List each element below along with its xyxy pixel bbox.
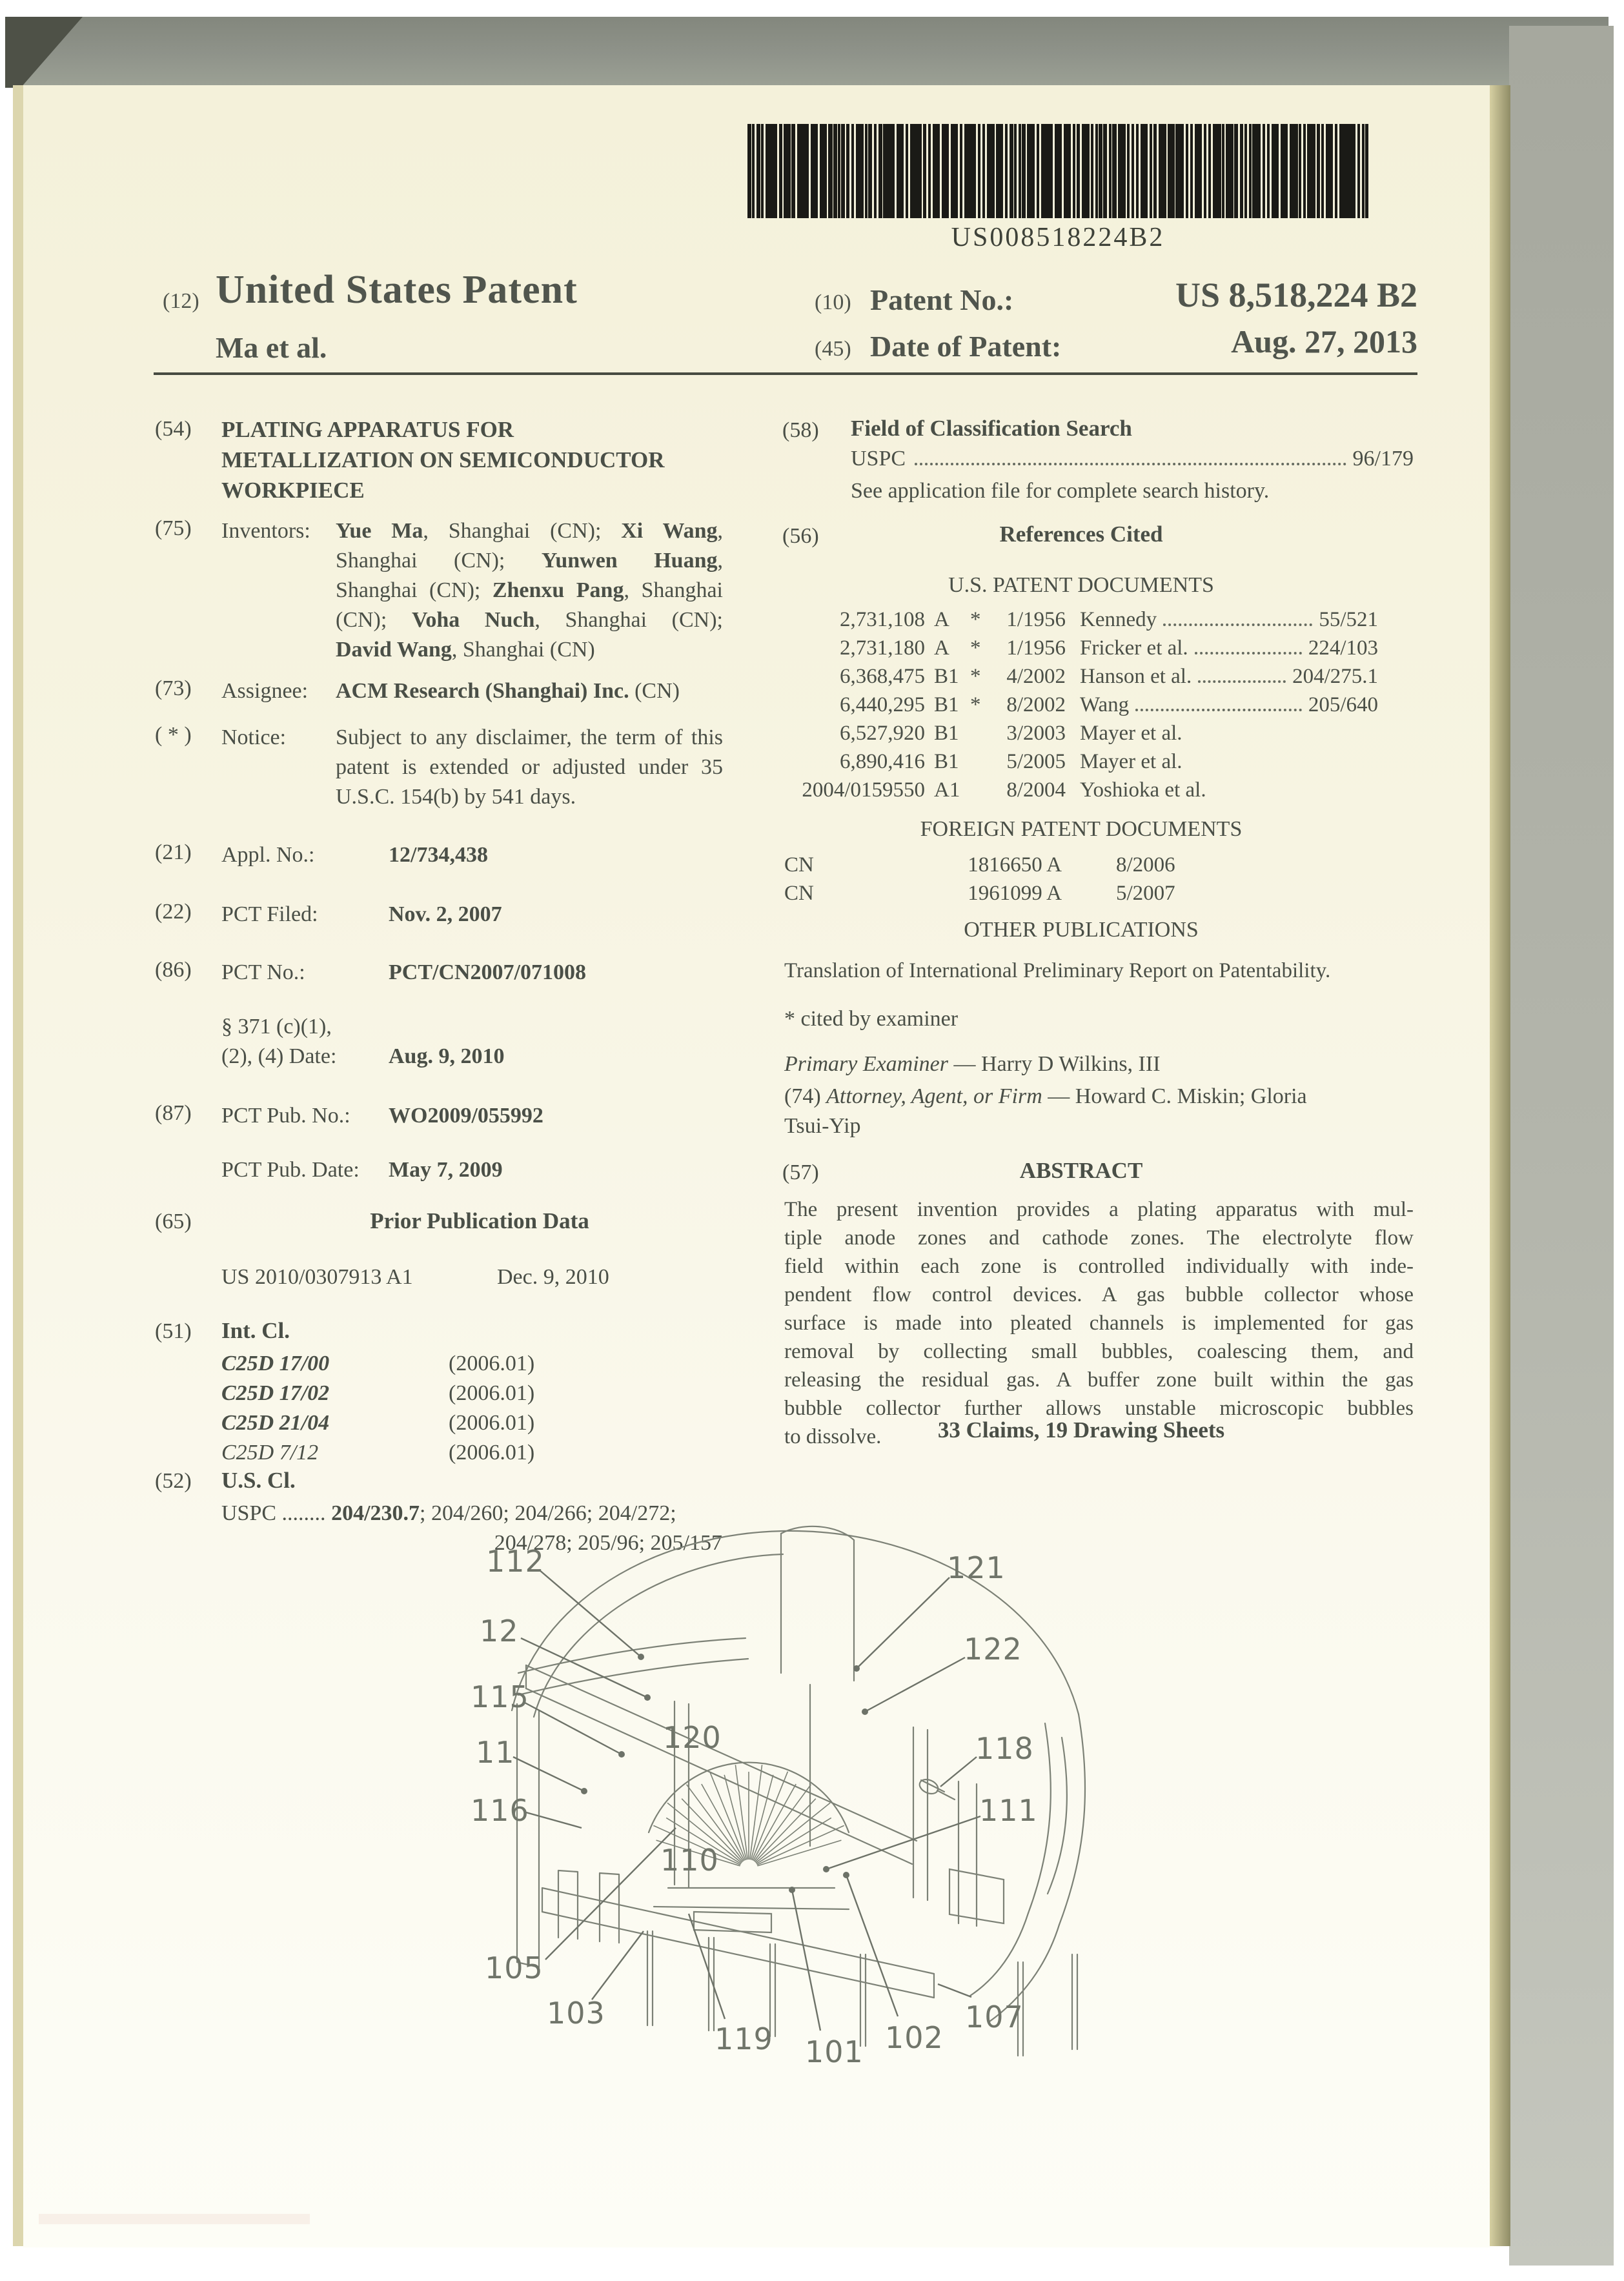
- uspc-class-value: 96/179: [1352, 447, 1414, 471]
- appl-no-value: 12/734,438: [389, 843, 488, 867]
- int-cl-version: (2006.01): [449, 1381, 535, 1405]
- us-patent-row: [784, 605, 1378, 634]
- attorney-line-1: (74) Attorney, Agent, or Firm — Howard C. Miskin; Gloria: [784, 1084, 1307, 1108]
- prior-publication-number: US 2010/0307913 A1: [221, 1265, 413, 1289]
- patent-number: 2,731,180: [840, 636, 925, 660]
- foreign-patent-row: [784, 879, 1378, 907]
- scan-smudge: [39, 2214, 310, 2224]
- references-cited-heading: References Cited: [999, 522, 1163, 547]
- scan-page-edge-left: [13, 85, 23, 2246]
- other-publications-heading: OTHER PUBLICATIONS: [964, 918, 1199, 942]
- field-number-12: (12): [163, 289, 199, 313]
- foreign-patent-documents-table: [784, 851, 1378, 907]
- abstract-line: to dissolve.: [784, 1425, 882, 1448]
- us-patent-row: [784, 747, 1378, 776]
- figure-leader-105: [545, 1828, 676, 1960]
- figure-leader-102: [846, 1875, 898, 2016]
- figure-leader-dot-122: [862, 1708, 868, 1715]
- int-cl-code: C25D 21/04: [221, 1411, 330, 1435]
- inventors-label: Inventors:: [221, 519, 310, 543]
- inventors-line: David Wang, Shanghai (CN): [336, 638, 595, 662]
- abstract-line: removal by collecting small bubbles, coalescing them, and: [784, 1340, 1414, 1363]
- figure-ref-120: 120: [663, 1720, 722, 1755]
- notice-label: Notice:: [221, 725, 287, 749]
- country-code: CN: [784, 853, 814, 877]
- figure-ref-119: 119: [715, 2022, 773, 2056]
- pct-pub-no-label: PCT Pub. No.:: [221, 1104, 350, 1128]
- fan-spoke: [750, 1765, 762, 1860]
- fan-spoke: [757, 1840, 841, 1866]
- pct-filed-value: Nov. 2, 2007: [389, 902, 502, 926]
- patent-kind-code: A1: [934, 778, 960, 802]
- patentee-name: Mayer et al.: [1080, 750, 1182, 773]
- figure-ref-107: 107: [965, 2000, 1024, 2034]
- abstract-text: [784, 1195, 1414, 1451]
- primary-examiner-line: Primary Examiner — Harry D Wilkins, III: [784, 1052, 1161, 1076]
- figure-ref-112: 112: [486, 1544, 545, 1579]
- figure-leader-116: [526, 1812, 582, 1828]
- patent-kind-code: B1: [934, 693, 959, 716]
- patent-no-value: US 8,518,224 B2: [1175, 276, 1417, 314]
- dotted-leader: [1135, 707, 1302, 711]
- scan-right-band: [1509, 26, 1614, 2266]
- fan-spoke: [753, 1784, 796, 1861]
- prior-publication-heading: Prior Publication Data: [370, 1208, 589, 1233]
- invention-title-line: WORKPIECE: [221, 478, 365, 503]
- int-cl-row: [221, 1379, 534, 1408]
- invention-title-line: PLATING APPARATUS FOR: [221, 417, 514, 442]
- apparatus-sketch: [512, 1526, 1085, 2056]
- field-of-search-uspc: [851, 447, 1414, 471]
- foreign-patent-number: 1961099 A: [968, 882, 1062, 905]
- field-number-21: (21): [155, 840, 192, 864]
- fan-spoke: [735, 1765, 747, 1860]
- dotted-leader: [1195, 651, 1302, 654]
- figure-leader-dot-112: [638, 1654, 644, 1660]
- figure-ref-115: 115: [471, 1679, 529, 1714]
- figure-leader-lines: [513, 1570, 980, 2031]
- patent-number: 6,890,416: [840, 750, 925, 773]
- fan-spoke: [756, 1818, 831, 1863]
- abstract-line: bubble collector further allows unstable microscopic bubbles: [784, 1397, 1414, 1420]
- figure-ref-103: 103: [547, 1996, 605, 2031]
- patent-number: 2,731,108: [840, 608, 925, 631]
- int-cl-code: C25D 17/00: [221, 1352, 330, 1375]
- inventors-line: Shanghai (CN); Zhenxu Pang, Shanghai: [336, 578, 723, 602]
- field-number-52: (52): [155, 1469, 192, 1493]
- int-cl-row: [221, 1349, 534, 1379]
- foreign-patent-documents-heading: FOREIGN PATENT DOCUMENTS: [920, 817, 1243, 841]
- figure-ref-111: 111: [979, 1793, 1038, 1828]
- figure-ref-121: 121: [947, 1550, 1006, 1585]
- invention-title: [221, 414, 725, 505]
- abstract-line: The present invention provides a plating apparatus with mul-: [784, 1198, 1414, 1221]
- patent-number: 2004/0159550: [802, 778, 925, 802]
- field-number-10: (10): [815, 290, 851, 314]
- notice-line: patent is extended or adjusted under 35: [336, 755, 723, 779]
- patent-date: 4/2002: [1006, 665, 1066, 688]
- field-of-search-heading: Field of Classification Search: [851, 416, 1132, 441]
- barcode: [747, 124, 1368, 218]
- search-history-note: See application file for complete search history.: [851, 479, 1270, 503]
- patentee-name: Mayer et al.: [1080, 722, 1182, 745]
- notice-line: U.S.C. 154(b) by 541 days.: [336, 785, 576, 809]
- header-rule: [154, 372, 1417, 375]
- figure-ref-110: 110: [660, 1843, 719, 1878]
- foreign-patent-row: [784, 851, 1378, 879]
- appl-no-label: Appl. No.:: [221, 843, 315, 867]
- date-of-patent-label: Date of Patent:: [870, 330, 1062, 363]
- patent-no-label: Patent No.:: [870, 283, 1014, 316]
- country-code: CN: [784, 882, 814, 905]
- figure-leader-111: [826, 1816, 980, 1869]
- field-number-22: (22): [155, 900, 192, 924]
- patent-class: 205/640: [1308, 693, 1378, 716]
- patent-kind-code: A: [934, 636, 949, 660]
- patentee-name: Kennedy: [1080, 608, 1157, 631]
- figure-leader-119: [689, 1914, 725, 2019]
- section-371-line2: (2), (4) Date:: [221, 1044, 337, 1068]
- inventors-line: Shanghai (CN); Yunwen Huang,: [336, 549, 723, 573]
- patent-number: 6,368,475: [840, 665, 925, 688]
- patent-number: 6,440,295: [840, 693, 925, 716]
- us-patent-documents-table: [784, 605, 1378, 804]
- patent-kind-code: B1: [934, 722, 959, 745]
- foreign-patent-date: 8/2006: [1116, 853, 1175, 877]
- figure-leader-121: [857, 1577, 949, 1668]
- figure-ref-118: 118: [975, 1731, 1034, 1766]
- other-publication-entry: Translation of International Preliminary Report on Patentability.: [784, 959, 1331, 982]
- barcode-number: US008518224B2: [951, 223, 1165, 252]
- patent-number: 6,527,920: [840, 722, 925, 745]
- figure-leader-dot-115: [618, 1751, 625, 1758]
- patentee-name: Fricker et al.: [1080, 636, 1188, 660]
- figure-leader-101: [792, 1890, 820, 2031]
- dotted-leader: [1198, 679, 1286, 683]
- us-cl-uspc-line: USPC ........ 204/230.7; 204/260; 204/266; 204/272;: [221, 1501, 676, 1525]
- us-patent-row: [784, 776, 1378, 804]
- field-number-57: (57): [782, 1161, 819, 1184]
- patent-date: 3/2003: [1006, 722, 1066, 745]
- notice-text: [336, 723, 723, 812]
- figure-leader-122: [865, 1658, 965, 1712]
- field-number-87: (87): [155, 1101, 192, 1125]
- us-patent-documents-heading: U.S. PATENT DOCUMENTS: [948, 573, 1214, 597]
- patent-kind-code: B1: [934, 665, 959, 688]
- assignee-value: ACM Research (Shanghai) Inc. (CN): [336, 679, 680, 703]
- figure-ref-105: 105: [485, 1951, 543, 1985]
- fan-spoke: [756, 1803, 830, 1863]
- patent-party: Ma et al.: [216, 331, 327, 364]
- int-cl-version: (2006.01): [449, 1411, 535, 1435]
- figure-ref-122: 122: [964, 1632, 1022, 1667]
- patentee-name: Hanson et al.: [1080, 665, 1192, 688]
- abstract-line: pendent flow control devices. A gas bubble collector whose: [784, 1283, 1414, 1306]
- section-371-line1: § 371 (c)(1),: [221, 1015, 332, 1039]
- figure-leader-dot-11: [581, 1788, 587, 1794]
- abstract-line: releasing the residual gas. A buffer zone built within the gas: [784, 1368, 1414, 1392]
- document-type-title: United States Patent: [216, 268, 578, 312]
- notice-field-number: ( * ): [155, 723, 192, 747]
- foreign-patent-date: 5/2007: [1116, 882, 1175, 905]
- patentee-name: Wang: [1080, 693, 1130, 716]
- us-cl-uspc-line: 204/278; 205/96; 205/157: [494, 1531, 722, 1555]
- abstract-line: tiple anode zones and cathode zones. The electrolyte flow: [784, 1226, 1414, 1250]
- figure-leader-dot-121: [853, 1665, 860, 1672]
- abstract-heading: ABSTRACT: [1019, 1158, 1143, 1183]
- figure-leader-dot-101: [789, 1887, 795, 1893]
- pct-filed-label: PCT Filed:: [221, 902, 318, 926]
- scan-page-edge-right: [1490, 85, 1510, 2246]
- dotted-leader: [1163, 622, 1312, 626]
- notice-line: Subject to any disclaimer, the term of this: [336, 725, 723, 749]
- figure-leader-107: [938, 1984, 971, 1997]
- invention-title-line: METALLIZATION ON SEMICONDUCTOR: [221, 447, 665, 472]
- patent-date: 1/1956: [1006, 636, 1066, 660]
- figure-ref-11: 11: [476, 1735, 515, 1770]
- pct-pub-date-label: PCT Pub. Date:: [221, 1158, 360, 1182]
- assignee-label: Assignee:: [221, 679, 309, 703]
- section-371-date: Aug. 9, 2010: [389, 1044, 505, 1068]
- int-cl-table: [221, 1349, 534, 1468]
- attorney-line-2: Tsui-Yip: [784, 1114, 861, 1138]
- field-number-56: (56): [782, 524, 819, 548]
- patent-class: 55/521: [1319, 608, 1378, 631]
- patent-kind-code: B1: [934, 750, 959, 773]
- pct-pub-no-value: WO2009/055992: [389, 1104, 543, 1128]
- patent-date: 5/2005: [1006, 750, 1066, 773]
- scan-top-band: [5, 17, 1609, 85]
- patentee-name: Yoshioka et al.: [1080, 778, 1206, 802]
- inventors-line: (CN); Voha Nuch, Shanghai (CN);: [336, 608, 723, 632]
- field-number-73: (73): [155, 676, 192, 700]
- figure-ref-116: 116: [471, 1793, 529, 1828]
- prior-publication-date: Dec. 9, 2010: [497, 1265, 609, 1289]
- int-cl-heading: Int. Cl.: [221, 1318, 290, 1343]
- examiner-cited-star: *: [970, 608, 981, 631]
- patent-date: 1/1956: [1006, 608, 1066, 631]
- figure-leader-11: [513, 1757, 584, 1791]
- us-patent-row: [784, 691, 1378, 719]
- inventors-list: [336, 516, 723, 665]
- uspc-label: USPC: [851, 447, 906, 471]
- int-cl-row: [221, 1438, 534, 1468]
- figure-ref-101: 101: [805, 2034, 864, 2069]
- field-number-51: (51): [155, 1319, 192, 1343]
- int-cl-row: [221, 1408, 534, 1438]
- field-number-45: (45): [815, 337, 851, 361]
- dotted-leader: [915, 461, 1346, 465]
- examiner-cited-star: *: [970, 693, 981, 716]
- inventors-line: Yue Ma, Shanghai (CN); Xi Wang,: [336, 519, 724, 543]
- figure-ref-12: 12: [480, 1614, 519, 1648]
- us-patent-row: [784, 634, 1378, 662]
- figure-leader-dot-12: [644, 1694, 651, 1701]
- patent-kind-code: A: [934, 608, 949, 631]
- int-cl-code: C25D 17/02: [221, 1381, 330, 1405]
- us-cl-heading: U.S. Cl.: [221, 1468, 296, 1493]
- int-cl-version: (2006.01): [449, 1441, 535, 1465]
- field-number-65: (65): [155, 1210, 192, 1233]
- claims-and-sheets-line: 33 Claims, 19 Drawing Sheets: [937, 1417, 1225, 1443]
- int-cl-version: (2006.01): [449, 1352, 535, 1375]
- abstract-line: field within each zone is controlled individually with inde-: [784, 1255, 1414, 1278]
- field-number-58: (58): [782, 418, 819, 442]
- field-number-86: (86): [155, 958, 192, 982]
- date-of-patent-value: Aug. 27, 2013: [1231, 323, 1417, 360]
- examiner-cited-star: *: [970, 636, 981, 660]
- field-number-54: (54): [155, 417, 192, 441]
- abstract-line: surface is made into pleated channels is implemented for gas: [784, 1312, 1414, 1335]
- pct-no-label: PCT No.:: [221, 960, 305, 984]
- field-number-75: (75): [155, 516, 192, 540]
- us-patent-row: [784, 719, 1378, 747]
- pct-no-value: PCT/CN2007/071008: [389, 960, 586, 984]
- patent-class: 204/275.1: [1292, 665, 1378, 688]
- patent-date: 8/2002: [1006, 693, 1066, 716]
- patent-class: 224/103: [1308, 636, 1378, 660]
- figure-leader-dot-102: [843, 1872, 849, 1878]
- patent-drawing-figure: [462, 1510, 1113, 2094]
- us-patent-row: [784, 662, 1378, 691]
- patent-date: 8/2004: [1006, 778, 1066, 802]
- figure-ref-102: 102: [885, 2020, 944, 2055]
- examiner-cited-star: *: [970, 665, 981, 688]
- figure-leader-dot-111: [823, 1866, 829, 1872]
- figure-leader-112: [539, 1570, 641, 1657]
- pct-pub-date-value: May 7, 2009: [389, 1158, 503, 1182]
- cited-by-examiner-note: * cited by examiner: [784, 1007, 959, 1031]
- int-cl-code: C25D 7/12: [221, 1441, 319, 1465]
- foreign-patent-number: 1816650 A: [968, 853, 1062, 877]
